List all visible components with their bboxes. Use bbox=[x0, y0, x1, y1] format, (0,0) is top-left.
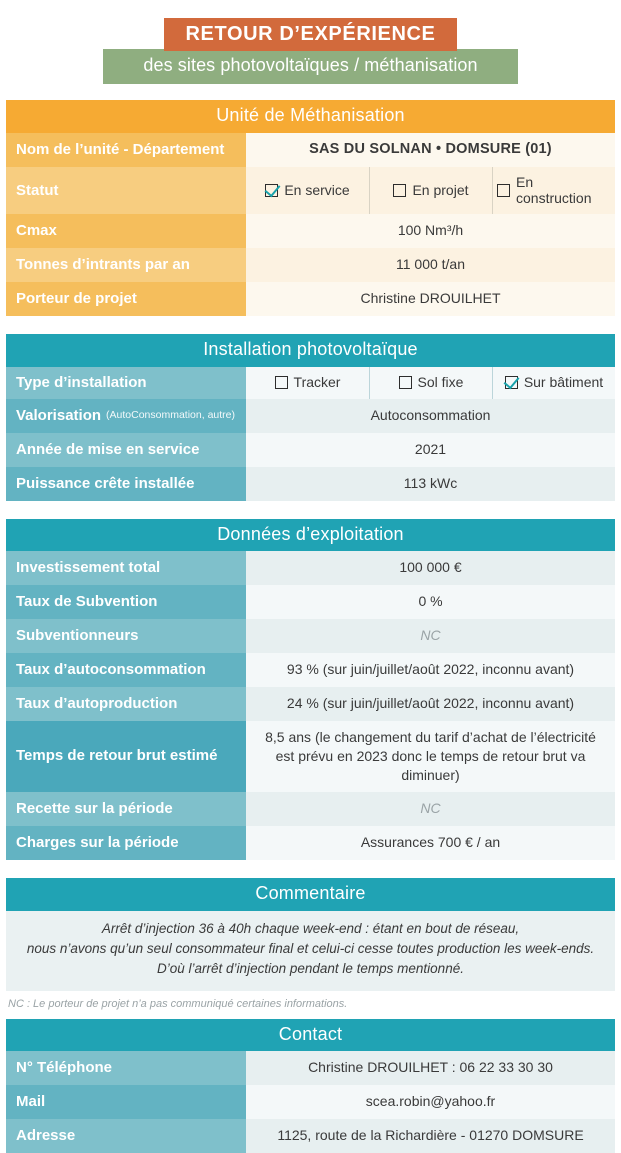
checkbox-label: Tracker bbox=[293, 374, 341, 391]
table-row bbox=[6, 248, 615, 282]
section-commentaire bbox=[6, 878, 615, 990]
row-label: Tonnes d’intrants par an bbox=[6, 248, 246, 282]
table-row bbox=[6, 433, 615, 467]
row-value: 93 % (sur juin/juillet/août 2022, inconnu avant) bbox=[246, 653, 615, 687]
row-label: Adresse bbox=[6, 1119, 246, 1153]
spacer-after-footnote bbox=[0, 1010, 621, 1019]
row-value: 0 % bbox=[246, 585, 615, 619]
table-row bbox=[6, 467, 615, 501]
row-label: Temps de retour brut estimé bbox=[6, 721, 246, 793]
section-contact-header: Contact bbox=[6, 1019, 615, 1052]
section-commentaire-header: Commentaire bbox=[6, 878, 615, 911]
row-label: Année de mise en service bbox=[6, 433, 246, 467]
checkbox-option-sur-batiment[interactable] bbox=[492, 367, 615, 399]
table-row bbox=[6, 792, 615, 826]
checkbox-option-en-service[interactable] bbox=[246, 167, 369, 214]
table-row bbox=[6, 1085, 615, 1119]
table-row bbox=[6, 133, 615, 168]
row-label-subtext: (AutoConsommation, autre) bbox=[106, 409, 236, 422]
table-row bbox=[6, 399, 615, 433]
section-methanisation bbox=[6, 100, 615, 316]
row-label: Nom de l’unité - Département bbox=[6, 133, 246, 168]
row-value: SAS DU SOLNAN • DOMSURE (01) bbox=[246, 133, 615, 168]
checkbox-unchecked-icon[interactable] bbox=[393, 184, 406, 197]
row-label: Taux d’autoproduction bbox=[6, 687, 246, 721]
section-methanisation-header: Unité de Méthanisation bbox=[6, 100, 615, 133]
row-label: Recette sur la période bbox=[6, 792, 246, 826]
row-value: Christine DROUILHET bbox=[246, 282, 615, 316]
commentaire-line-1: Arrêt d’injection 36 à 40h chaque week-end : étant en bout de réseau, bbox=[101, 920, 520, 936]
nc-footnote: NC : Le porteur de projet n’a pas communiqué certaines informations. bbox=[8, 997, 348, 1010]
section-exploitation-header: Données d’exploitation bbox=[6, 519, 615, 552]
checkbox-checked-icon[interactable] bbox=[265, 184, 278, 197]
row-value: 100 000 € bbox=[246, 551, 615, 585]
row-value: 24 % (sur juin/juillet/août 2022, inconnu avant) bbox=[246, 687, 615, 721]
row-label bbox=[6, 399, 246, 433]
row-label: Charges sur la période bbox=[6, 826, 246, 860]
row-label-text: Valorisation bbox=[16, 406, 102, 424]
row-label: Cmax bbox=[6, 214, 246, 248]
row-value: Christine DROUILHET : 06 22 33 30 30 bbox=[246, 1051, 615, 1085]
checkbox-option-sol-fixe[interactable] bbox=[369, 367, 492, 399]
table-row bbox=[6, 282, 615, 316]
spacer-after-banner bbox=[0, 84, 621, 100]
spacer-after-photovoltaique bbox=[0, 501, 621, 519]
checkbox-unchecked-icon[interactable] bbox=[275, 376, 288, 389]
row-label: Investissement total bbox=[6, 551, 246, 585]
row-value: Autoconsommation bbox=[246, 399, 615, 433]
spacer-after-exploitation bbox=[0, 860, 621, 878]
page-banner bbox=[0, 0, 621, 84]
table-row bbox=[6, 687, 615, 721]
row-value: Assurances 700 € / an bbox=[246, 826, 615, 860]
row-value: 11 000 t/an bbox=[246, 248, 615, 282]
table-row bbox=[6, 721, 615, 793]
row-value: 100 Nm³/h bbox=[246, 214, 615, 248]
checkbox-unchecked-icon[interactable] bbox=[399, 376, 412, 389]
table-row bbox=[6, 214, 615, 248]
checkbox-label: En service bbox=[284, 182, 350, 199]
row-label: Taux d’autoconsommation bbox=[6, 653, 246, 687]
row-value: NC bbox=[246, 619, 615, 653]
section-contact bbox=[6, 1019, 615, 1153]
page-subtitle: des sites photovoltaïques / méthanisation bbox=[103, 49, 518, 84]
checkbox-option-tracker[interactable] bbox=[246, 367, 369, 399]
section-photovoltaique-header: Installation photovoltaïque bbox=[6, 334, 615, 367]
table-row bbox=[6, 585, 615, 619]
row-label: Puissance crête installée bbox=[6, 467, 246, 501]
row-label: Statut bbox=[6, 167, 246, 214]
checkbox-option-en-construction[interactable] bbox=[492, 167, 615, 214]
section-photovoltaique bbox=[6, 334, 615, 501]
commentaire-line-3: D’où l’arrêt d’injection pendant le temps mentionné. bbox=[157, 961, 464, 977]
row-label: Taux de Subvention bbox=[6, 585, 246, 619]
row-value: NC bbox=[246, 792, 615, 826]
row-value: 8,5 ans (le changement du tarif d’achat de l’électricité est prévu en 2023 donc le temps de retour brut va diminuer) bbox=[246, 721, 615, 793]
row-label: Subventionneurs bbox=[6, 619, 246, 653]
row-value: 2021 bbox=[246, 433, 615, 467]
checkbox-label: Sol fixe bbox=[417, 374, 464, 391]
table-row bbox=[6, 551, 615, 585]
checkbox-checked-icon[interactable] bbox=[505, 376, 518, 389]
commentaire-body bbox=[6, 911, 615, 991]
row-value[interactable]: scea.robin@yahoo.fr bbox=[246, 1085, 615, 1119]
table-row bbox=[6, 1119, 615, 1153]
row-value: 1125, route de la Richardière - 01270 DOMSURE bbox=[246, 1119, 615, 1153]
checkbox-label: En projet bbox=[412, 182, 469, 199]
table-row bbox=[6, 619, 615, 653]
section-exploitation bbox=[6, 519, 615, 861]
table-row bbox=[6, 826, 615, 860]
checkbox-label: En construction bbox=[516, 174, 592, 207]
status-checkbox-group bbox=[246, 167, 615, 214]
row-label: Porteur de projet bbox=[6, 282, 246, 316]
row-label: Type d’installation bbox=[6, 367, 246, 399]
row-label: Mail bbox=[6, 1085, 246, 1119]
table-row bbox=[6, 167, 615, 214]
commentaire-line-2: nous n’avons qu’un seul consommateur final et celui-ci cesse toutes production les week-ends. bbox=[26, 941, 595, 957]
row-value: 113 kWc bbox=[246, 467, 615, 501]
table-row bbox=[6, 367, 615, 399]
checkbox-label: Sur bâtiment bbox=[523, 374, 604, 391]
table-row bbox=[6, 1051, 615, 1085]
checkbox-unchecked-icon[interactable] bbox=[497, 184, 510, 197]
checkbox-option-en-projet[interactable] bbox=[369, 167, 492, 214]
spacer-after-methanisation bbox=[0, 316, 621, 334]
row-label: N° Téléphone bbox=[6, 1051, 246, 1085]
installation-type-checkbox-group bbox=[246, 367, 615, 399]
table-row bbox=[6, 653, 615, 687]
page-title: RETOUR D’EXPÉRIENCE bbox=[164, 18, 458, 51]
